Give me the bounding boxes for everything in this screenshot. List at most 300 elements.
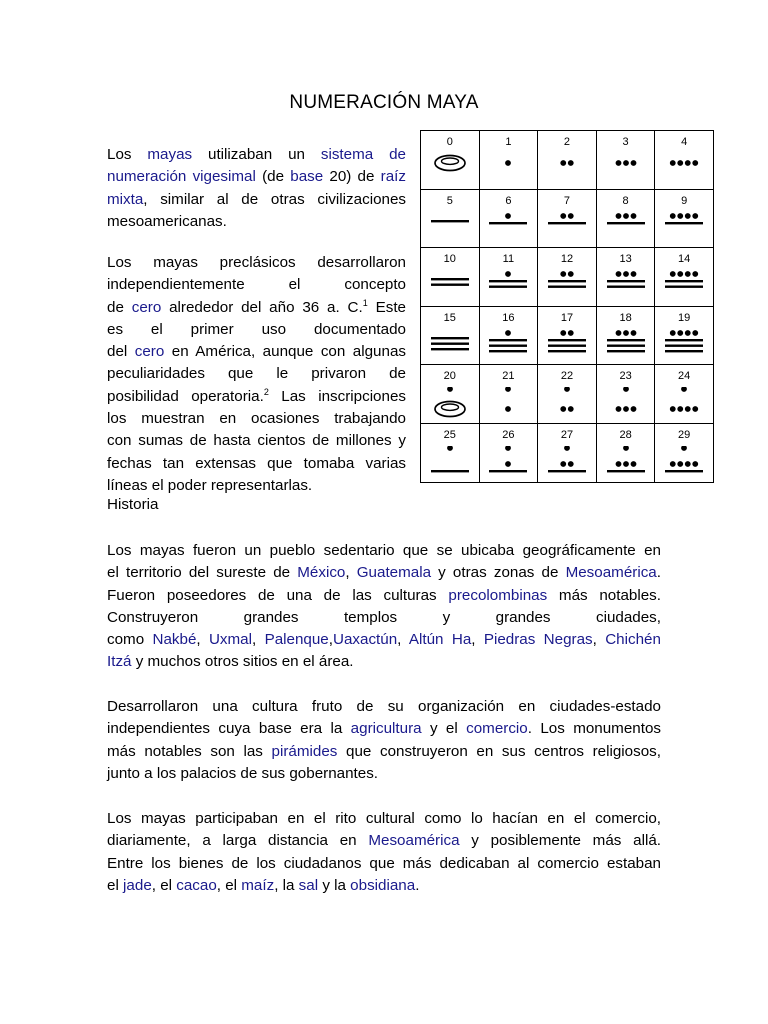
text-line — [107, 408, 406, 430]
wiki-link[interactable]: raíz — [380, 168, 406, 186]
maya-numeral-glyph — [601, 153, 651, 193]
text-line — [107, 651, 661, 673]
numeral-dot — [564, 446, 570, 451]
wiki-link[interactable]: mayas — [147, 146, 193, 163]
numeral-bar — [431, 220, 469, 222]
numeral-label: 8 — [622, 194, 629, 207]
wiki-link[interactable]: pirámides — [271, 742, 338, 760]
numeral-label: 19 — [678, 311, 691, 324]
text-line — [107, 585, 661, 607]
text-run: Los mayas preclásicos desarrollaron — [107, 254, 406, 271]
text-line — [107, 830, 661, 852]
wiki-link[interactable]: Piedras Negras — [483, 631, 593, 649]
numeral-dot — [568, 406, 574, 412]
numeral-cell — [479, 248, 538, 307]
text-run: del — [107, 343, 135, 361]
text-run: Los mayas participaban en el rito cultural como lo hacían en el comercio, — [107, 810, 661, 827]
text-run: , — [328, 631, 333, 649]
numeral-bar — [431, 337, 469, 339]
maya-numeral-glyph — [542, 329, 592, 369]
numeral-dot — [693, 160, 699, 166]
numeral-dot — [670, 330, 676, 336]
numeral-dot — [670, 406, 676, 412]
text-line — [107, 741, 661, 763]
numeral-cell — [655, 248, 714, 307]
text-run: , — [397, 631, 409, 649]
wiki-link[interactable]: obsidiana — [350, 876, 416, 894]
wiki-link[interactable]: maíz — [241, 876, 275, 894]
text-run: independientemente el concepto — [107, 276, 406, 294]
numeral-cell — [479, 306, 538, 365]
text-run: , el — [216, 876, 242, 894]
numeral-dot — [685, 406, 691, 412]
text-line — [107, 875, 661, 897]
history-paragraph — [107, 540, 661, 674]
numeral-row — [421, 365, 714, 424]
numeral-dot — [505, 406, 511, 412]
wiki-link[interactable]: agricultura — [350, 720, 422, 738]
numeral-dot — [615, 330, 621, 336]
footnote-ref[interactable]: 2 — [263, 386, 269, 397]
maya-numeral-glyph — [601, 329, 651, 369]
numeral-label: 29 — [678, 428, 691, 441]
numeral-cell — [596, 423, 655, 482]
numeral-row — [421, 248, 714, 307]
numeral-dot — [505, 387, 511, 392]
numeral-dot — [615, 160, 621, 166]
maya-numeral-glyph — [659, 270, 709, 310]
numeral-bar — [607, 470, 645, 472]
numeral-dot — [685, 213, 691, 219]
maya-numeral-glyph — [542, 212, 592, 252]
numeral-cell — [655, 131, 714, 190]
numeral-bar — [548, 470, 586, 472]
numeral-dot — [678, 406, 684, 412]
numeral-bar — [489, 350, 527, 352]
numeral-dot — [693, 461, 699, 467]
numeral-bar — [431, 470, 469, 472]
text-line — [107, 189, 406, 211]
text-line — [107, 363, 406, 385]
numeral-dot — [615, 271, 621, 277]
numeral-label: 14 — [678, 253, 691, 266]
numeral-dot — [568, 271, 574, 277]
numeral-dot — [560, 406, 566, 412]
numeral-bar — [665, 344, 703, 346]
maya-numeral-glyph — [425, 153, 475, 193]
wiki-link[interactable]: sal — [298, 876, 319, 894]
text-line — [107, 319, 406, 341]
numeral-dot — [505, 160, 511, 166]
wiki-link[interactable]: Mesoamérica — [368, 832, 460, 850]
numeral-dot — [630, 406, 636, 412]
wiki-link[interactable]: Itzá — [107, 653, 132, 671]
numeral-bar — [665, 280, 703, 282]
text-line — [107, 166, 406, 188]
numeral-dot — [623, 387, 629, 392]
numeral-dot — [615, 406, 621, 412]
numeral-dot — [678, 330, 684, 336]
text-run: Este — [367, 298, 406, 316]
wiki-link[interactable]: Uxmal — [208, 631, 252, 649]
text-run: más notables. — [547, 586, 661, 604]
text-line — [107, 475, 406, 497]
numeral-label: 28 — [619, 428, 632, 441]
page-title: NUMERACIÓN MAYA — [289, 92, 479, 113]
numeral-dot — [623, 271, 629, 277]
numeral-dot — [670, 160, 676, 166]
text-run: que construyeron en sus centros religiosos, — [337, 742, 661, 760]
numeral-label: 18 — [619, 311, 632, 324]
maya-numeral-glyph — [659, 212, 709, 252]
text-line — [107, 341, 406, 363]
text-line — [107, 562, 661, 584]
numeral-dot — [630, 160, 636, 166]
wiki-link[interactable]: cero — [134, 343, 165, 361]
maya-numeral-glyph — [659, 153, 709, 193]
culture-paragraph — [107, 696, 661, 785]
wiki-link[interactable]: Nakbé — [152, 631, 197, 649]
numeral-dot — [693, 406, 699, 412]
numeral-cell — [421, 248, 480, 307]
numeral-cell — [421, 423, 480, 482]
numeral-cell — [655, 189, 714, 248]
text-run: y muchos otros sitios en el área. — [131, 653, 354, 671]
numeral-bar — [548, 222, 586, 224]
numeral-dot — [630, 330, 636, 336]
numeral-label: 11 — [502, 253, 515, 266]
text-run: como — [107, 631, 153, 649]
text-run: , la — [274, 876, 299, 894]
maya-numeral-glyph — [425, 270, 475, 310]
maya-numeral-glyph — [483, 212, 533, 252]
text-run: independientes cuya base era la — [107, 720, 351, 738]
maya-numeral-glyph — [542, 387, 592, 427]
text-run: el territorio del sureste de — [107, 564, 298, 582]
wiki-link[interactable]: numeración vigesimal — [107, 168, 256, 186]
numeral-label: 17 — [560, 311, 574, 324]
shell-zero-icon — [435, 156, 465, 171]
wiki-link[interactable]: mixta — [107, 190, 144, 208]
numeral-dot — [564, 387, 570, 392]
text-run: Las inscripciones — [268, 387, 406, 405]
numeral-dot — [560, 160, 566, 166]
wiki-link[interactable]: cero — [131, 298, 162, 316]
numeral-dot — [568, 160, 574, 166]
numeral-row — [421, 189, 714, 248]
text-run: el — [107, 876, 124, 894]
text-line — [107, 430, 406, 452]
maya-numeral-glyph — [601, 270, 651, 310]
numeral-bar — [431, 342, 469, 344]
text-run: , similar al de otras civilizaciones — [143, 190, 406, 208]
text-run: los muestran en ocasiones trabajando — [107, 410, 406, 428]
text-run: más notables son las — [107, 742, 272, 760]
text-run: Entre los bienes de los ciudadanos que más dedicaban al comercio estaban — [107, 854, 661, 872]
numeral-bar — [548, 350, 586, 352]
numeral-bar — [665, 339, 703, 341]
text-run: y posiblemente más allá. — [459, 832, 661, 850]
numeral-label: 26 — [502, 428, 515, 441]
text-run: fechas tan extensas que tomaba varias — [107, 454, 406, 472]
numeral-label: 16 — [502, 311, 515, 324]
numeral-bar — [489, 280, 527, 282]
numeral-dot — [623, 406, 629, 412]
numeral-dot — [623, 160, 629, 166]
numeral-cell — [596, 248, 655, 307]
text-run: en América, aunque con algunas — [164, 343, 406, 361]
maya-numeral-glyph — [659, 387, 709, 427]
maya-numeral-glyph — [483, 270, 533, 310]
text-run: de — [107, 298, 132, 316]
text-run: (de — [255, 168, 291, 186]
maya-numeral-glyph — [542, 270, 592, 310]
numeral-bar — [665, 286, 703, 288]
numeral-label: 3 — [622, 136, 629, 148]
numeral-label: 24 — [678, 370, 691, 383]
text-run: . — [656, 564, 661, 582]
text-run: alrededor del año 36 a. C. — [161, 298, 363, 316]
numeral-dot — [560, 330, 566, 336]
maya-numeral-glyph — [601, 446, 651, 486]
numeral-bar — [431, 348, 469, 350]
text-run: Fueron poseedores de una de las culturas — [107, 586, 449, 604]
text-line — [107, 453, 406, 475]
numeral-label: 4 — [681, 136, 688, 148]
text-line — [107, 629, 661, 651]
text-run: utilizaban un — [192, 146, 321, 163]
text-run: Los — [107, 146, 148, 163]
numeral-dot — [560, 213, 566, 219]
numeral-bar — [431, 278, 469, 280]
text-line — [107, 718, 661, 740]
text-run: , — [471, 631, 484, 649]
wiki-link[interactable]: jade — [123, 876, 152, 894]
numeral-dot — [568, 461, 574, 467]
shell-zero-icon — [435, 402, 465, 417]
numeral-bar — [607, 280, 645, 282]
text-run: con sumas de hasta cientos de millones y — [107, 432, 406, 450]
numeral-dot — [505, 330, 511, 336]
preclassic-paragraph — [107, 252, 406, 497]
wiki-link[interactable]: Altún Ha — [408, 631, 472, 649]
numeral-cell — [538, 365, 597, 424]
wiki-link[interactable]: Palenque — [264, 631, 329, 649]
numeral-bar — [607, 286, 645, 288]
text-run: líneas el poder representarlas. — [107, 476, 313, 494]
numeral-bar — [607, 339, 645, 341]
numeral-bar — [548, 286, 586, 288]
text-run: mesoamericanas. — [107, 212, 227, 230]
numeral-label: 13 — [619, 253, 632, 266]
text-run: peculiaridades que le privaron de — [107, 365, 406, 383]
text-line — [107, 386, 406, 408]
commerce-paragraph — [107, 808, 661, 897]
wiki-link[interactable]: Mesoamérica — [565, 564, 657, 582]
wiki-link[interactable]: precolombinas — [448, 586, 548, 604]
maya-numeral-glyph — [601, 387, 651, 427]
numeral-bar — [665, 470, 703, 472]
numeral-cell — [538, 423, 597, 482]
text-line — [107, 853, 661, 875]
maya-numeral-glyph — [483, 387, 533, 427]
numeral-dot — [693, 271, 699, 277]
numeral-cell — [596, 365, 655, 424]
text-line — [107, 808, 661, 830]
numeral-label: 23 — [619, 370, 632, 383]
numeral-label: 9 — [681, 194, 688, 207]
numeral-cell — [479, 131, 538, 190]
maya-numeral-glyph — [483, 153, 533, 193]
wiki-link[interactable]: México — [297, 564, 346, 582]
numeral-bar — [489, 222, 527, 224]
text-run: Desarrollaron una cultura fruto de su organización en ciudades-estado — [107, 698, 661, 715]
numeral-label: 7 — [563, 194, 571, 207]
numeral-label: 12 — [560, 253, 574, 266]
numeral-label: 22 — [560, 370, 574, 383]
numeral-cell — [479, 189, 538, 248]
numeral-dot — [678, 461, 684, 467]
numeral-label: 0 — [446, 136, 453, 148]
wiki-link[interactable]: Chichén — [605, 631, 661, 649]
numeral-dot — [505, 213, 511, 219]
numeral-label: 15 — [443, 311, 456, 324]
maya-numerals-table — [420, 130, 714, 483]
maya-numeral-glyph — [659, 446, 709, 486]
wiki-link[interactable]: cacao — [176, 876, 217, 894]
text-line — [107, 696, 661, 718]
numeral-dot — [623, 213, 629, 219]
text-run: y otras zonas de — [431, 564, 566, 582]
numeral-label: 6 — [505, 194, 512, 207]
wiki-link[interactable]: Guatemala — [356, 564, 432, 582]
wiki-link[interactable]: Uaxactún — [332, 631, 398, 649]
numeral-bar — [489, 286, 527, 288]
numeral-dot — [505, 446, 511, 451]
numeral-dot — [568, 330, 574, 336]
numeral-cell — [655, 423, 714, 482]
numeral-dot — [670, 461, 676, 467]
numeral-cell — [596, 131, 655, 190]
maya-numeral-glyph — [483, 446, 533, 486]
text-run: diariamente, a larga distancia en — [107, 832, 369, 850]
intro-paragraph — [107, 144, 406, 233]
numeral-bar — [607, 222, 645, 224]
numeral-label: 20 — [443, 370, 456, 383]
footnote-ref[interactable]: 1 — [362, 297, 368, 308]
numeral-label: 10 — [443, 253, 456, 266]
numeral-cell — [479, 423, 538, 482]
numeral-bar — [548, 344, 586, 346]
numeral-dot — [681, 387, 687, 392]
maya-numeral-glyph — [425, 212, 475, 252]
text-line — [107, 274, 406, 296]
numeral-dot — [678, 271, 684, 277]
numeral-label: 21 — [502, 370, 515, 383]
text-run: y la — [318, 876, 351, 894]
numeral-cell — [655, 306, 714, 365]
numeral-cell — [596, 189, 655, 248]
maya-numeral-glyph — [425, 329, 475, 369]
numeral-dot — [685, 330, 691, 336]
maya-numeral-glyph — [601, 212, 651, 252]
numeral-bar — [431, 284, 469, 286]
numeral-row — [421, 306, 714, 365]
numeral-dot — [670, 271, 676, 277]
text-run: , — [592, 631, 606, 649]
numeral-dot — [623, 446, 629, 451]
numeral-dot — [615, 461, 621, 467]
numeral-label: 2 — [563, 136, 571, 148]
maya-numeral-glyph — [542, 446, 592, 486]
wiki-link[interactable]: comercio — [466, 720, 528, 738]
numeral-cell — [538, 248, 597, 307]
numeral-dot — [693, 330, 699, 336]
text-run: , — [345, 564, 357, 582]
text-line — [107, 540, 661, 562]
numeral-dot — [447, 446, 453, 451]
numeral-bar — [665, 222, 703, 224]
numeral-bar — [607, 344, 645, 346]
numeral-cell — [538, 189, 597, 248]
numeral-cell — [655, 365, 714, 424]
numeral-cell — [421, 306, 480, 365]
numeral-label: 1 — [505, 136, 512, 148]
numeral-cell — [421, 189, 480, 248]
text-line — [107, 607, 661, 629]
numeral-bar — [489, 470, 527, 472]
numeral-dot — [681, 446, 687, 451]
text-line — [107, 211, 406, 233]
numeral-dot — [685, 271, 691, 277]
wiki-link[interactable]: sistema de — [320, 146, 406, 163]
numeral-bar — [489, 339, 527, 341]
numeral-row — [421, 131, 714, 190]
numeral-dot — [560, 271, 566, 277]
text-run: , — [196, 631, 209, 649]
text-run: , el — [151, 876, 177, 894]
text-run: Construyeron grandes templos y grandes ciudades, — [107, 608, 661, 626]
text-run: junto a los palacios de sus gobernantes. — [107, 764, 379, 782]
numeral-label: 5 — [446, 194, 453, 207]
text-line — [107, 252, 406, 274]
numeral-dot — [560, 461, 566, 467]
numeral-bar — [665, 350, 703, 352]
numeral-dot — [568, 213, 574, 219]
numeral-dot — [623, 330, 629, 336]
numeral-dot — [685, 160, 691, 166]
numeral-dot — [505, 271, 511, 277]
numeral-cell — [538, 306, 597, 365]
maya-numeral-glyph — [542, 153, 592, 193]
numeral-bar — [489, 344, 527, 346]
numeral-cell — [596, 306, 655, 365]
text-run: . — [415, 876, 420, 894]
numeral-dot — [678, 213, 684, 219]
numeral-dot — [685, 461, 691, 467]
text-run: 20) de — [323, 168, 381, 186]
numeral-dot — [678, 160, 684, 166]
numeral-dot — [693, 213, 699, 219]
numeral-dot — [505, 461, 511, 467]
text-line — [107, 144, 406, 166]
text-run: , — [252, 631, 265, 649]
text-run: es el primer uso documentado — [107, 320, 406, 338]
numeral-dot — [630, 461, 636, 467]
historia-heading: Historia — [107, 496, 159, 513]
wiki-link[interactable]: base — [290, 168, 324, 186]
numeral-bar — [548, 339, 586, 341]
